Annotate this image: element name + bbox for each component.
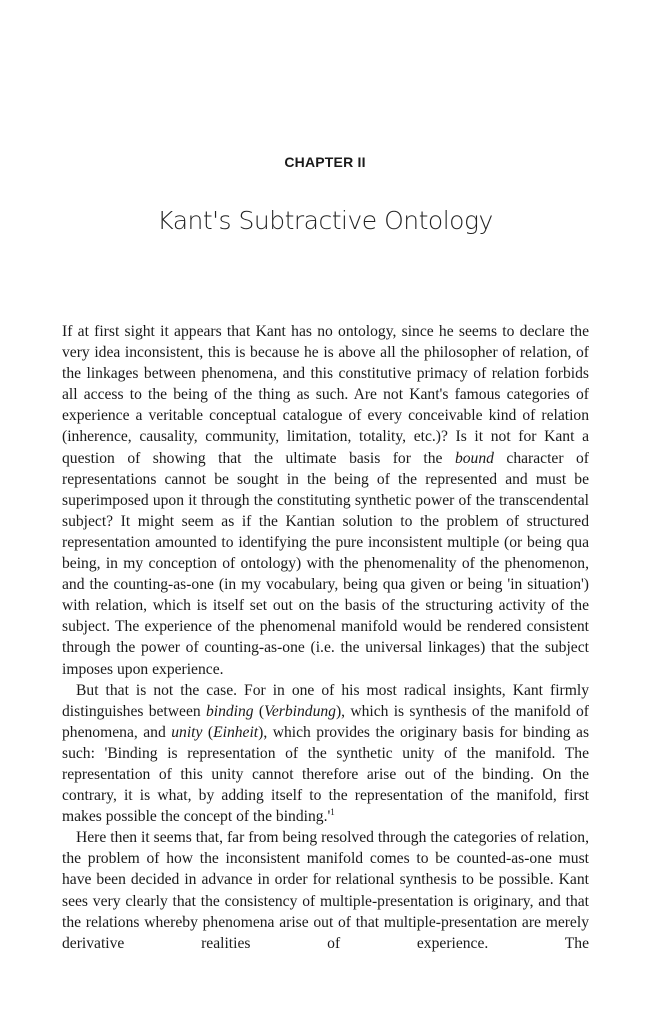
paragraph-2-text-cont: ( — [253, 702, 265, 720]
paragraph-2-text-cont-2: ), which is synthesis of the manifold of phenomena, and — [62, 702, 589, 741]
chapter-title: Kant's Subtractive Ontology — [157, 206, 493, 235]
paragraph-2-text-cont-3: ( — [202, 723, 214, 741]
italic-term-verbindung: Verbindung — [264, 702, 336, 720]
italic-term-bound: bound — [454, 449, 494, 467]
italic-term-binding: binding — [205, 702, 254, 720]
italic-term-einheit: Einheit — [213, 723, 259, 741]
italic-term-unity: unity — [171, 723, 203, 741]
paragraph-3-text: Here then it seems that, far from being resolved through the categories of relation, the problem of how the inconsistent manifold comes to be counted-as-one must have been decided in advance in order for relational synthesis to be possible. Kant sees very clearly that the consistency of multiple-presentation is originary, and that the relations whereby phenomena arise out of that multiple-presentation are merely derivative realities of experience. The — [62, 829, 589, 952]
paragraph-2-text: But that is not the case. For in one of his most radical insights, Kant firmly distinguishes between — [62, 681, 589, 720]
footnote-marker[interactable]: 1 — [330, 806, 335, 817]
body-text — [62, 321, 589, 954]
paragraph-2 — [62, 680, 589, 828]
chapter-label: CHAPTER II — [284, 154, 366, 170]
paragraph-2-text-cont-4: ), which provides the originary basis for binding as such: 'Binding is representation of the synthetic unity of the manifold. The representation of this unity cannot therefore arise out of the binding. On the contrary, it is what, by adding itself to the representation of the manifold, first makes possible the concept of the binding.' — [62, 723, 590, 826]
paragraph-1-text-cont: character of representations cannot be sought in the being of the represented and must be superimposed upon it through the constituting synthetic power of the transcendental subject? It might seem as if the Kantian solution to the problem of structured representation amounted to identifying the pure inconsistent multiple (or being qua being, in my conception of ontology) with the phenomenality of the phenomenon, and the counting-as-one (in my vocabulary, being qua given or being 'in situation') with relation, which is itself set out on the basis of the structuring activity of the subject. The experience of the phenomenal manifold would be rendered consistent through the power of counting-as-one (i.e. the universal linkages) that the subject imposes upon experience. — [62, 449, 589, 678]
paragraph-1 — [62, 321, 589, 680]
paragraph-1-text: If at first sight it appears that Kant has no ontology, since he seems to declare the very idea inconsistent, this is because he is above all the philosopher of relation, of the linkages between phenomena, and this constitutive primacy of relation forbids all access to the being of the thing as such. Are not Kant's famous categories of experience a veritable conceptual catalogue of every conceivable kind of relation (inherence, causality, community, limitation, totality, etc.)? Is it not for Kant a question of showing that the ultimate basis for the — [62, 323, 589, 467]
paragraph-3 — [62, 827, 589, 954]
